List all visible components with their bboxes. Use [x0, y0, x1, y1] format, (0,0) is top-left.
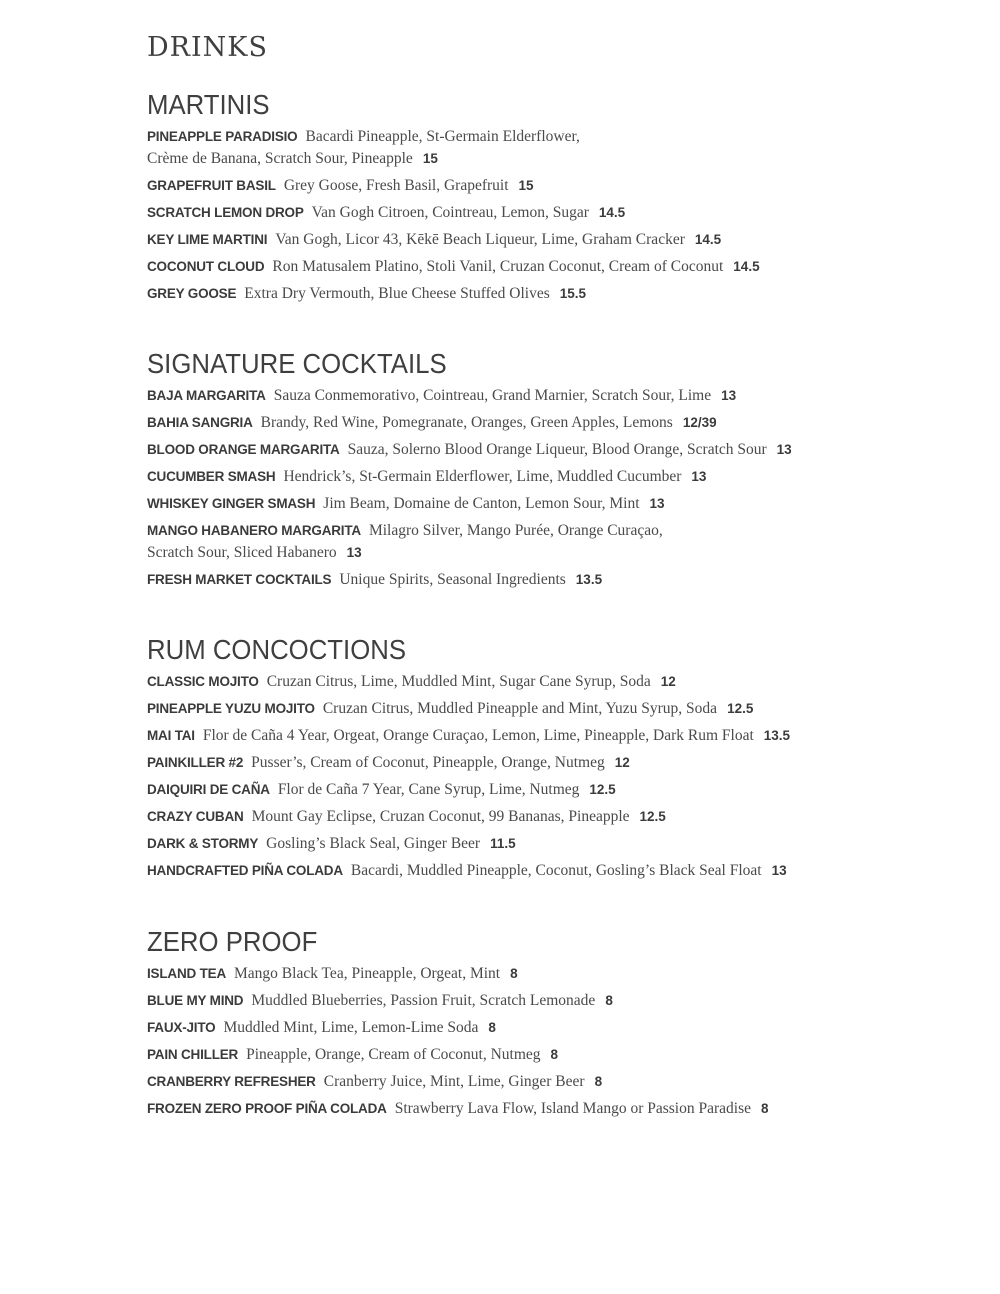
item-description: Bacardi Pineapple, St-Germain Elderflower,: [305, 128, 580, 145]
menu-item: [147, 990, 967, 1012]
item-price: 12/39: [682, 415, 717, 430]
item-name: PINEAPPLE PARADISIO: [147, 129, 298, 144]
item-price: 14.5: [598, 204, 626, 220]
item-description: Extra Dry Vermouth, Blue Cheese Stuffed Olives: [244, 284, 550, 302]
item-name: BLUE MY MIND: [147, 993, 244, 1008]
menu-item: [147, 725, 967, 747]
section-title: MARTINIS: [147, 89, 270, 120]
item-description-continued: Scratch Sour, Sliced Habanero: [147, 543, 337, 561]
item-price: 14.5: [733, 258, 760, 274]
menu-item: [147, 229, 967, 251]
item-name: MAI TAI: [147, 728, 195, 743]
section-rum-concoctions: [147, 633, 967, 887]
item-price: 14.5: [694, 231, 722, 247]
item-price: 13: [776, 442, 792, 457]
item-name: GREY GOOSE: [147, 285, 237, 301]
item-description: Hendrick’s, St-Germain Elderflower, Lime, Muddled Cucumber: [283, 468, 682, 485]
item-description: Grey Goose, Fresh Basil, Grapefruit: [283, 176, 509, 194]
item-price: 13.5: [763, 728, 791, 743]
item-name: GRAPEFRUIT BASIL: [147, 177, 276, 193]
item-name: CRANBERRY REFRESHER: [147, 1074, 316, 1089]
menu-item: [147, 256, 967, 278]
item-price: 15: [422, 150, 438, 166]
menu-item: [147, 1071, 967, 1093]
item-price: 13.5: [575, 571, 603, 587]
menu-item: [147, 126, 967, 169]
item-description: Bacardi, Muddled Pineapple, Coconut, Gosling’s Black Seal Float: [350, 862, 762, 879]
item-description: Flor de Caña 7 Year, Cane Syrup, Lime, Nutmeg: [277, 781, 580, 798]
menu-item: [147, 779, 967, 801]
item-price: 8: [488, 1020, 496, 1035]
menu-item: [147, 860, 967, 882]
item-description: Cruzan Citrus, Lime, Muddled Mint, Sugar Cane Syrup, Soda: [266, 673, 651, 690]
item-description: Van Gogh, Licor 43, Kēkē Beach Liqueur, Lime, Graham Cracker: [275, 230, 685, 248]
menu-item: [147, 175, 967, 197]
item-name: FRESH MARKET COCKTAILS: [147, 571, 332, 587]
item-price: 13: [346, 544, 362, 560]
item-description: Sauza, Solerno Blood Orange Liqueur, Blood Orange, Scratch Sour: [347, 441, 767, 458]
item-description: Pusser’s, Cream of Coconut, Pineapple, Orange, Nutmeg: [251, 754, 605, 771]
item-description: Mango Black Tea, Pineapple, Orgeat, Mint: [234, 965, 501, 982]
menu-item: [147, 385, 967, 407]
item-name: KEY LIME MARTINI: [147, 231, 268, 247]
item-price: 13: [691, 469, 707, 484]
item-name: BAJA MARGARITA: [147, 388, 266, 403]
item-description: Unique Spirits, Seasonal Ingredients: [339, 570, 566, 588]
section-title: ZERO PROOF: [147, 926, 318, 957]
menu-item: [147, 806, 967, 828]
item-price: 12.5: [639, 809, 666, 824]
section-title: SIGNATURE COCKTAILS: [147, 348, 447, 379]
menu-item: [147, 833, 967, 855]
item-description: Muddled Blueberries, Passion Fruit, Scratch Lemonade: [251, 992, 596, 1009]
item-price: 8: [550, 1047, 559, 1062]
section-martinis: [147, 88, 967, 310]
menu-item: [147, 283, 967, 305]
item-description: Ron Matusalem Platino, Stoli Vanil, Cruzan Coconut, Cream of Coconut: [272, 257, 724, 275]
item-name: BLOOD ORANGE MARGARITA: [147, 442, 340, 457]
item-description: Strawberry Lava Flow, Island Mango or Passion Paradise: [394, 1100, 751, 1117]
item-description: Pineapple, Orange, Cream of Coconut, Nutmeg: [246, 1046, 541, 1063]
item-description: Mount Gay Eclipse, Cruzan Coconut, 99 Bananas, Pineapple: [251, 808, 630, 825]
item-description: Milagro Silver, Mango Purée, Orange Curaçao,: [368, 522, 663, 539]
page-title: DRINKS: [147, 32, 268, 63]
item-description: Flor de Caña 4 Year, Orgeat, Orange Curaçao, Lemon, Lime, Pineapple, Dark Rum Float: [202, 727, 754, 744]
item-price: 13: [649, 496, 665, 511]
item-name: PAIN CHILLER: [147, 1047, 239, 1062]
item-price: 12.5: [589, 782, 616, 797]
menu-item: [147, 412, 967, 434]
item-name: FAUX-JITO: [147, 1020, 216, 1035]
menu-item: [147, 439, 967, 461]
item-name: CUCUMBER SMASH: [147, 469, 276, 484]
item-description: Gosling’s Black Seal, Ginger Beer: [266, 835, 481, 852]
item-name: DARK & STORMY: [147, 836, 259, 851]
item-description: Sauza Conmemorativo, Cointreau, Grand Marnier, Scratch Sour, Lime: [273, 387, 712, 404]
item-price: 15.5: [559, 285, 587, 301]
menu-item: [147, 1017, 967, 1039]
section-title: RUM CONCOCTIONS: [147, 634, 407, 665]
item-description-continued: Crème de Banana, Scratch Sour, Pineapple: [147, 149, 413, 167]
item-name: ISLAND TEA: [147, 966, 227, 981]
menu-item: [147, 202, 967, 224]
menu-item: [147, 1098, 967, 1120]
item-price: 8: [761, 1101, 769, 1116]
menu-item: [147, 493, 967, 515]
item-price: 13: [721, 388, 737, 403]
item-price: 8: [510, 966, 518, 981]
item-name: COCONUT CLOUD: [147, 258, 265, 274]
item-description: Cranberry Juice, Mint, Lime, Ginger Beer: [323, 1073, 585, 1090]
item-name: DAIQUIRI DE CAÑA: [147, 782, 270, 797]
menu-item: [147, 671, 967, 693]
menu-item: [147, 569, 967, 591]
item-price: 13: [771, 863, 787, 878]
menu-item: [147, 698, 967, 720]
item-name: HANDCRAFTED PIÑA COLADA: [147, 863, 343, 878]
item-price: 8: [594, 1074, 603, 1089]
item-description: Jim Beam, Domaine de Canton, Lemon Sour, Mint: [323, 495, 640, 512]
item-name: CRAZY CUBAN: [147, 809, 244, 824]
menu-item: [147, 963, 967, 985]
item-price: 11.5: [490, 836, 516, 851]
item-name: SCRATCH LEMON DROP: [147, 204, 304, 220]
item-description: Van Gogh Citroen, Cointreau, Lemon, Sugar: [311, 203, 589, 221]
item-name: WHISKEY GINGER SMASH: [147, 496, 316, 511]
item-name: BAHIA SANGRIA: [147, 415, 253, 430]
item-price: 12: [660, 674, 676, 689]
item-name: MANGO HABANERO MARGARITA: [147, 523, 361, 538]
item-name: FROZEN ZERO PROOF PIÑA COLADA: [147, 1101, 387, 1116]
menu-item: [147, 520, 967, 563]
menu-item: [147, 752, 967, 774]
item-name: PINEAPPLE YUZU MOJITO: [147, 701, 315, 716]
item-description: Brandy, Red Wine, Pomegranate, Oranges, Green Apples, Lemons: [260, 414, 673, 431]
item-price: 15: [518, 177, 534, 193]
menu-item: [147, 1044, 967, 1066]
item-name: PAINKILLER #2: [147, 755, 244, 770]
item-price: 8: [605, 993, 613, 1008]
section-zero-proof: [147, 925, 967, 1125]
menu-item: [147, 466, 967, 488]
item-name: CLASSIC MOJITO: [147, 674, 259, 689]
section-signature-cocktails: [147, 347, 967, 596]
item-price: 12.5: [727, 701, 754, 716]
item-price: 12: [614, 755, 630, 770]
item-description: Cruzan Citrus, Muddled Pineapple and Mint, Yuzu Syrup, Soda: [322, 700, 718, 717]
item-description: Muddled Mint, Lime, Lemon-Lime Soda: [223, 1019, 479, 1036]
